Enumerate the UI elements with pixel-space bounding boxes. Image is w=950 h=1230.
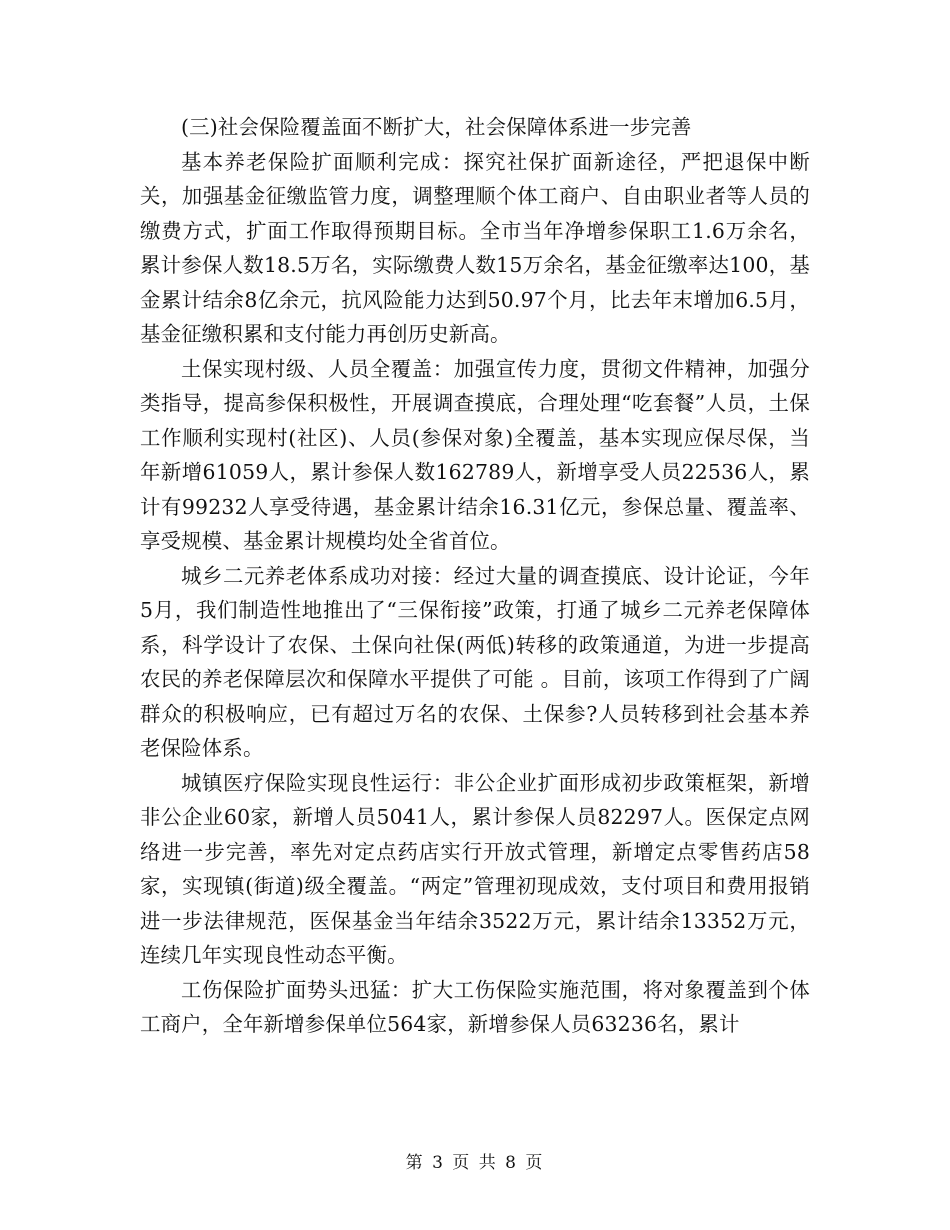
paragraph-medical-insurance: 城镇医疗保险实现良性运行：非公企业扩面形成初步政策框架，新增非公企业60家，新增人员5041人，累计参保人员82297人。医保定点网络进一步完善，率先对定点药店实行开放式管理，新增定点零售药店58家，实现镇(街道)级全覆盖。“两定”管理初现成效，支付项目和费用报销进一步法律规范，医保基金当年结余3522万元，累计结余13352万元，连续几年实现良性动态平衡。 [140, 770, 810, 967]
paragraph-urban-rural-pension: 城乡二元养老体系成功对接：经过大量的调查摸底、设计论证，今年5月，我们制造性地推出了“三保衔接”政策，打通了城乡二元养老保障体系，科学设计了农保、土保向社保(两低)转移的政策通道，为进一步提高农民的养老保障层次和保障水平提供了可能 。目前，该项工作得到了广阔群众的积极响应，已有超过万名的农保、土保参?人员转移到社会基本养老保险体系。 [140, 563, 810, 760]
page-number-footer: 第 3 页 共 8 页 [405, 1153, 545, 1173]
paragraph-injury-insurance: 工伤保险扩面势头迅猛：扩大工伤保险实施范围，将对象覆盖到个体工商户，全年新增参保单位564家，新增参保人员63236名，累计 [140, 977, 810, 1036]
paragraph-land-insurance: 土保实现村级、人员全覆盖：加强宣传力度，贯彻文件精神，加强分类指导，提高参保积极性，开展调查摸底，合理处理“吃套餐”人员，土保工作顺利实现村(社区)、人员(参保对象)全覆盖，基本实现应保尽保，当年新增61059人，累计参保人数162789人，新增享受人员22536人，累计有99232人享受待遇，基金累计结余16.31亿元，参保总量、覆盖率、享受规模、基金累计规模均处全省首位。 [140, 356, 810, 553]
document-body [140, 110, 810, 1042]
section-heading: (三)社会保险覆盖面不断扩大，社会保障体系进一步完善 [181, 115, 692, 139]
paragraph-pension: 基本养老保险扩面顺利完成：探究社保扩面新途径，严把退保中断关，加强基金征缴监管力度，调整理顺个体工商户、自由职业者等人员的缴费方式，扩面工作取得预期目标。全市当年净增参保职工1.6万余名，累计参保人数18.5万名，实际缴费人数15万余名，基金征缴率达100，基金累计结余8亿余元，抗风险能力达到50.97个月，比去年末增加6.5月，基金征缴积累和支付能力再创历史新高。 [140, 149, 810, 346]
